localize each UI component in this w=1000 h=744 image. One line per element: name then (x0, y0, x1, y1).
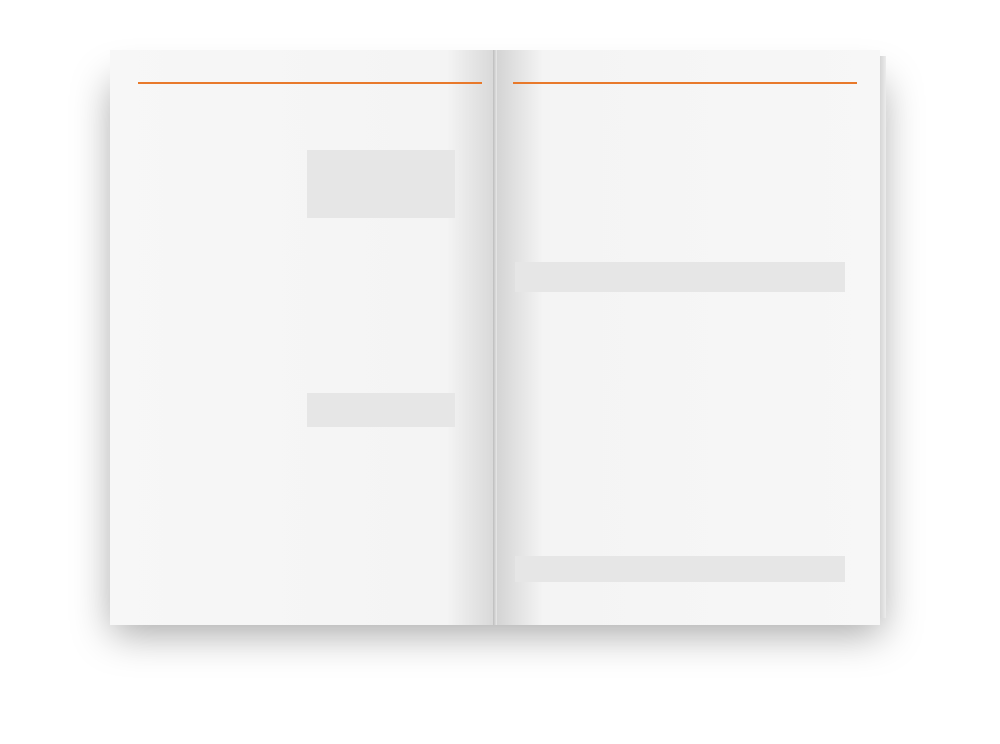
header-rule (138, 82, 482, 84)
chart2 (128, 478, 478, 598)
table1-note (307, 150, 455, 218)
book-page-edge (880, 56, 886, 618)
header-rule-right (513, 82, 857, 84)
chart1 (128, 226, 478, 350)
left-page (110, 50, 493, 625)
chart4 (511, 352, 856, 552)
right-page (497, 50, 880, 625)
chart3 (583, 120, 855, 250)
chart4-note (515, 556, 845, 582)
table2-note (307, 393, 455, 427)
table3-note (515, 262, 845, 292)
